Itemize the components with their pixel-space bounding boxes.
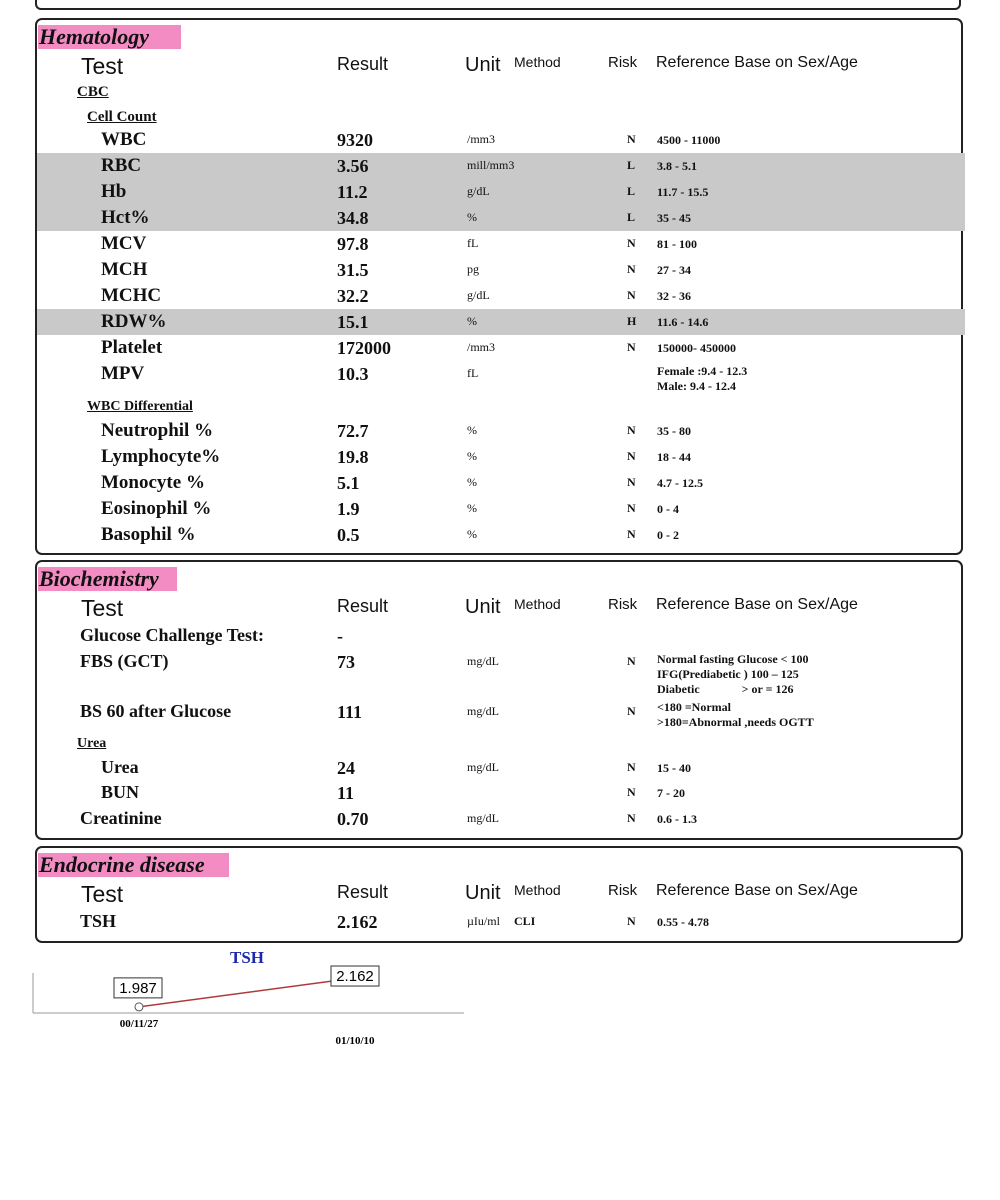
header-test: Test	[81, 881, 124, 907]
data-label: 2.162	[336, 968, 374, 986]
test-method: CLI	[514, 914, 536, 928]
data-label: 1.987	[119, 979, 157, 997]
table-row	[37, 335, 965, 361]
test-reference: 27 - 34	[657, 263, 691, 277]
test-result: 72.7	[337, 421, 369, 441]
test-risk: N	[627, 654, 636, 668]
test-result: 1.9	[337, 499, 360, 519]
test-reference: 15 - 40	[657, 761, 691, 775]
test-risk: N	[627, 914, 636, 928]
header-unit: Unit	[465, 54, 501, 76]
test-unit: g/dL	[467, 288, 490, 302]
test-name: Eosinophil %	[101, 498, 212, 519]
test-risk: N	[627, 340, 636, 354]
test-result: 3.56	[337, 156, 369, 176]
test-name: Lymphocyte%	[101, 446, 221, 467]
test-reference: 0 - 2	[657, 528, 679, 542]
test-reference: 32 - 36	[657, 289, 691, 303]
test-reference: 150000- 450000	[657, 341, 736, 355]
table-row	[37, 780, 965, 806]
test-unit: %	[467, 449, 477, 463]
test-result: 34.8	[337, 208, 369, 228]
test-result: -	[337, 626, 343, 646]
test-unit: mg/dL	[467, 704, 499, 718]
test-unit: mg/dL	[467, 760, 499, 774]
table-row	[37, 755, 965, 781]
header-reference: Reference Base on Sex/Age	[656, 596, 858, 613]
table-row	[37, 623, 965, 649]
header-risk: Risk	[608, 54, 638, 71]
test-risk: L	[627, 184, 636, 198]
previous-section-box	[35, 0, 961, 10]
test-unit: /mm3	[467, 132, 496, 146]
hematology-section	[35, 18, 963, 555]
table-row	[37, 361, 965, 393]
wbc-differential-label: WBC Differential	[87, 399, 193, 414]
test-reference: 81 - 100	[657, 237, 697, 251]
test-result: 9320	[337, 130, 373, 150]
test-result: 32.2	[337, 286, 369, 306]
test-result: 97.8	[337, 234, 369, 254]
table-row	[37, 283, 965, 309]
test-unit: mill/mm3	[467, 158, 515, 172]
header-unit: Unit	[465, 882, 501, 904]
test-name: Platelet	[101, 337, 163, 358]
tsh-trend-chart	[0, 940, 480, 1060]
header-result: Result	[337, 882, 389, 902]
test-risk: N	[627, 475, 636, 489]
table-row	[37, 418, 965, 444]
section-title: Endocrine disease	[38, 853, 229, 877]
header-unit: Unit	[465, 596, 501, 618]
test-name: Urea	[101, 757, 139, 777]
header-result: Result	[337, 54, 389, 74]
table-row	[37, 699, 965, 735]
test-name: WBC	[101, 129, 147, 150]
header-test: Test	[81, 595, 124, 621]
test-unit: %	[467, 475, 477, 489]
test-reference: <180 =Normal >180=Abnormal ,needs OGTT	[657, 700, 814, 729]
test-unit: g/dL	[467, 184, 490, 198]
test-risk: N	[627, 704, 636, 718]
test-name: TSH	[80, 911, 117, 931]
header-test: Test	[81, 53, 124, 79]
table-row	[37, 257, 965, 283]
cbc-label: CBC	[77, 84, 109, 100]
test-risk: L	[627, 210, 636, 224]
test-result: 31.5	[337, 260, 369, 280]
test-unit: %	[467, 501, 477, 515]
endocrine-section	[35, 846, 963, 943]
header-risk: Risk	[608, 882, 638, 899]
test-result: 10.3	[337, 364, 369, 384]
header-reference: Reference Base on Sex/Age	[656, 54, 858, 71]
test-result: 5.1	[337, 473, 360, 493]
header-risk: Risk	[608, 596, 638, 613]
test-unit: mg/dL	[467, 654, 499, 668]
test-result: 0.70	[337, 809, 369, 829]
test-unit: %	[467, 527, 477, 541]
test-reference: 0.6 - 1.3	[657, 812, 697, 826]
test-name: RBC	[101, 155, 142, 176]
test-risk: N	[627, 262, 636, 276]
header-result: Result	[337, 596, 389, 616]
table-row	[37, 444, 965, 470]
test-result: 11.2	[337, 182, 368, 202]
test-name: BS 60 after Glucose	[80, 701, 232, 721]
test-reference: 7 - 20	[657, 786, 685, 800]
test-risk: L	[627, 158, 636, 172]
test-unit: %	[467, 423, 477, 437]
test-name: Neutrophil %	[101, 420, 214, 441]
chart-title: TSH	[229, 948, 265, 967]
table-row	[37, 205, 965, 231]
test-unit: %	[467, 314, 477, 328]
test-name: RDW%	[101, 311, 167, 332]
test-risk: N	[627, 449, 636, 463]
urea-label: Urea	[77, 736, 107, 751]
test-result: 0.5	[337, 525, 360, 545]
test-unit: /mm3	[467, 340, 496, 354]
section-title: Biochemistry	[38, 567, 177, 591]
test-result: 2.162	[337, 912, 378, 932]
table-row	[37, 309, 965, 335]
biochemistry-section	[35, 560, 963, 840]
test-risk: H	[627, 314, 637, 328]
table-row	[37, 231, 965, 257]
test-result: 19.8	[337, 447, 369, 467]
test-name: Hct%	[101, 207, 150, 228]
x-tick-label: 01/10/10	[335, 1035, 375, 1047]
test-name: MCV	[101, 233, 147, 254]
table-row	[37, 496, 965, 522]
test-risk: N	[627, 785, 636, 799]
test-reference: 0.55 - 4.78	[657, 915, 709, 929]
test-risk: N	[627, 527, 636, 541]
test-reference: 4.7 - 12.5	[657, 476, 703, 490]
test-result: 15.1	[337, 312, 369, 332]
header-reference: Reference Base on Sex/Age	[656, 882, 858, 899]
test-name: Creatinine	[80, 808, 162, 828]
test-name: BUN	[101, 782, 140, 802]
x-tick-label: 00/11/27	[119, 1018, 159, 1030]
test-reference: 4500 - 11000	[657, 133, 721, 147]
test-name: Hb	[101, 181, 127, 202]
test-unit: %	[467, 210, 477, 224]
test-unit: mg/dL	[467, 811, 499, 825]
table-row	[37, 470, 965, 496]
test-reference: 35 - 45	[657, 211, 691, 225]
data-point	[135, 1003, 143, 1011]
test-result: 73	[337, 652, 355, 672]
test-reference: 11.7 - 15.5	[657, 185, 709, 199]
test-reference: 18 - 44	[657, 450, 691, 464]
test-risk: N	[627, 423, 636, 437]
table-row	[37, 806, 965, 832]
test-result: 24	[337, 758, 355, 778]
test-result: 11	[337, 783, 355, 803]
header-method: Method	[514, 596, 561, 612]
table-row	[37, 127, 965, 153]
test-reference: Normal fasting Glucose < 100 IFG(Prediabetic ) 100 – 125 Diabetic > or = 126	[657, 652, 809, 696]
test-name: Glucose Challenge Test:	[80, 625, 265, 645]
table-row	[37, 649, 965, 699]
test-name: MCH	[101, 259, 148, 280]
test-name: FBS (GCT)	[80, 651, 169, 671]
test-reference: 0 - 4	[657, 502, 679, 516]
header-method: Method	[514, 882, 561, 898]
test-unit: fL	[467, 366, 479, 380]
header-method: Method	[514, 54, 561, 70]
test-reference: 11.6 - 14.6	[657, 315, 709, 329]
cell-count-label: Cell Count	[87, 109, 157, 125]
test-name: MCHC	[101, 285, 162, 306]
test-name: Monocyte %	[101, 472, 205, 493]
test-risk: N	[627, 760, 636, 774]
test-name: Basophil %	[101, 524, 196, 545]
section-title: Hematology	[38, 25, 181, 49]
test-risk: N	[627, 236, 636, 250]
test-unit: fL	[467, 236, 479, 250]
table-row	[37, 153, 965, 179]
test-reference: Female :9.4 - 12.3 Male: 9.4 - 12.4	[657, 364, 748, 393]
test-result: 111	[337, 702, 363, 722]
test-result: 172000	[337, 338, 391, 358]
test-risk: N	[627, 288, 636, 302]
tsh-series-line	[139, 978, 355, 1007]
test-reference: 3.8 - 5.1	[657, 159, 697, 173]
test-risk: N	[627, 811, 636, 825]
table-row	[37, 179, 965, 205]
table-row	[37, 522, 965, 548]
test-unit: µIu/ml	[467, 914, 500, 928]
table-row	[37, 909, 965, 935]
test-reference: 35 - 80	[657, 424, 691, 438]
test-unit: pg	[467, 262, 479, 276]
test-risk: N	[627, 501, 636, 515]
test-name: MPV	[101, 363, 145, 384]
test-risk: N	[627, 132, 636, 146]
